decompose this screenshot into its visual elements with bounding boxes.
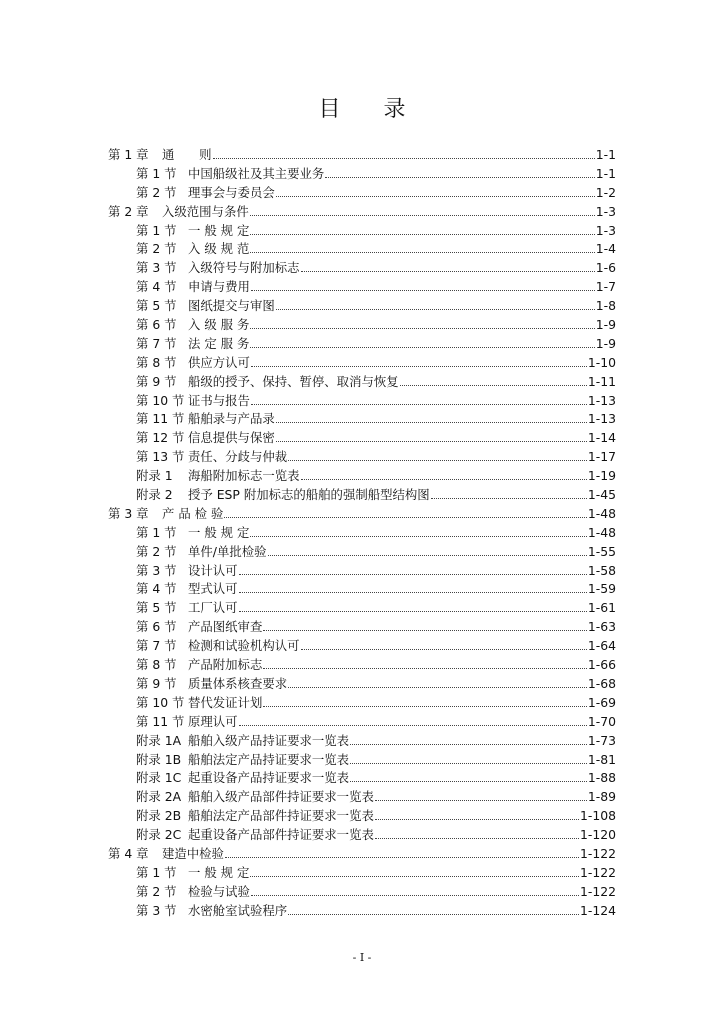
toc-section-entry[interactable] <box>108 788 616 807</box>
toc-section-entry[interactable] <box>108 278 616 297</box>
toc-entry-number: 第 1 节 <box>136 222 177 238</box>
toc-dot-leader <box>350 743 587 745</box>
toc-entry-title: 建造中检验 <box>162 845 224 861</box>
toc-section-entry[interactable] <box>108 562 616 581</box>
toc-dot-leader <box>251 894 579 896</box>
toc-dot-leader <box>375 837 579 839</box>
toc-dot-leader <box>263 629 587 631</box>
toc-entry-title: 供应方认可 <box>188 354 250 370</box>
toc-dot-leader <box>263 667 587 669</box>
toc-entry-page: 1-1 <box>595 147 616 162</box>
toc-dot-leader <box>250 875 579 877</box>
toc-section-entry[interactable] <box>108 751 616 770</box>
toc-dot-leader <box>301 648 587 650</box>
toc-entry-number: 附录 1C <box>136 770 182 786</box>
toc-section-entry[interactable] <box>108 637 616 656</box>
toc-section-entry[interactable] <box>108 410 616 429</box>
toc-entry-label <box>136 240 249 259</box>
toc-entry-label <box>136 184 275 203</box>
toc-entry-number: 第 5 节 <box>136 298 177 314</box>
toc-entry-label <box>136 297 275 316</box>
toc-section-entry[interactable] <box>108 259 616 278</box>
toc-section-entry[interactable] <box>108 883 616 902</box>
toc-entry-number: 第 4 节 <box>136 279 177 295</box>
toc-entry-page: 1-6 <box>595 260 616 276</box>
toc-dot-leader <box>251 403 587 405</box>
toc-entry-title: 法 定 服 务 <box>188 335 250 351</box>
toc-entry-number: 附录 1 <box>136 468 173 484</box>
toc-section-entry[interactable] <box>108 864 616 883</box>
toc-dot-leader <box>431 497 587 499</box>
toc-entry-title: 理事会与委员会 <box>188 184 275 200</box>
toc-entry-title: 起重设备产品部件持证要求一览表 <box>188 827 374 843</box>
toc-entry-title: 中国船级社及其主要业务 <box>188 165 325 181</box>
toc-entry-title: 船级的授予、保持、暂停、取消与恢复 <box>188 373 399 389</box>
toc-entry-title: 产品附加标志 <box>188 657 263 673</box>
toc-dot-leader <box>224 516 586 518</box>
toc-entry-label <box>108 146 212 165</box>
toc-entry-title: 一 般 规 定 <box>188 864 250 880</box>
toc-entry-label <box>108 505 223 524</box>
toc-dot-leader <box>350 780 587 782</box>
toc-entry-page: 1-120 <box>579 827 616 843</box>
toc-section-entry[interactable] <box>108 543 616 562</box>
toc-entry-label <box>136 826 374 845</box>
toc-entry-title: 申请与费用 <box>188 279 250 295</box>
toc-chapter-entry[interactable] <box>108 146 616 165</box>
toc-entry-title: 证书与报告 <box>188 392 250 408</box>
toc-entry-number: 第 9 节 <box>136 675 177 691</box>
toc-entry-page: 1-1 <box>595 165 616 181</box>
toc-entry-page: 1-89 <box>587 789 616 805</box>
toc-dot-leader <box>276 440 587 442</box>
toc-entry-number: 附录 2C <box>136 827 182 843</box>
toc-entry-number: 第 4 章 <box>108 845 149 861</box>
toc-entry-number: 第 4 节 <box>136 581 177 597</box>
toc-entry-title: 船舶法定产品部件持证要求一览表 <box>188 808 374 824</box>
toc-entry-number: 第 3 节 <box>136 902 177 918</box>
toc-entry-label <box>136 392 250 411</box>
toc-entry-label <box>136 656 262 675</box>
toc-entry-number: 第 11 节 <box>136 713 185 729</box>
toc-entry-page: 1-11 <box>587 373 616 389</box>
toc-entry-label <box>136 864 249 883</box>
toc-entry-number: 附录 2B <box>136 808 182 824</box>
toc-entry-page: 1-45 <box>587 487 616 503</box>
toc-chapter-entry[interactable] <box>108 203 616 222</box>
toc-entry-label <box>136 410 275 429</box>
toc-section-entry[interactable] <box>108 316 616 335</box>
toc-section-entry[interactable] <box>108 184 616 203</box>
toc-section-entry[interactable] <box>108 656 616 675</box>
toc-entry-label <box>136 486 430 505</box>
toc-section-entry[interactable] <box>108 335 616 354</box>
toc-entry-title: 信息提供与保密 <box>188 430 275 446</box>
toc-entry-title: 船舶入级产品部件持证要求一览表 <box>188 789 374 805</box>
toc-dot-leader <box>250 233 594 235</box>
toc-entry-page: 1-122 <box>579 883 616 899</box>
toc-entry-page: 1-63 <box>587 619 616 635</box>
toc-entry-number: 第 11 节 <box>136 411 185 427</box>
toc-entry-number: 第 5 节 <box>136 600 177 616</box>
toc-entry-title: 型式认可 <box>188 581 238 597</box>
toc-entry-page: 1-17 <box>587 449 616 465</box>
toc-entry-label <box>108 203 249 222</box>
toc-entry-title: 检验与试验 <box>188 883 250 899</box>
toc-entry-page: 1-70 <box>587 713 616 729</box>
toc-dot-leader <box>250 214 595 216</box>
toc-entry-number: 第 1 章 <box>108 147 149 162</box>
toc-entry-page: 1-81 <box>587 751 616 767</box>
toc-entry-label <box>136 694 262 713</box>
toc-entry-number: 第 10 节 <box>136 694 185 710</box>
toc-entry-label <box>136 524 249 543</box>
toc-section-entry[interactable] <box>108 467 616 486</box>
toc-entry-page: 1-3 <box>595 203 616 219</box>
toc-dot-leader <box>268 554 587 556</box>
toc-entry-page: 1-8 <box>595 298 616 314</box>
toc-entry-page: 1-7 <box>595 279 616 295</box>
toc-entry-number: 第 2 章 <box>108 203 149 219</box>
toc-entry-page: 1-122 <box>579 864 616 880</box>
toc-entry-title: 质量体系核查要求 <box>188 675 288 691</box>
toc-entry-number: 第 8 节 <box>136 657 177 673</box>
toc-section-entry[interactable] <box>108 694 616 713</box>
toc-entry-title: 船舶录与产品录 <box>188 411 275 427</box>
toc-entry-label <box>136 165 324 184</box>
toc-dot-leader <box>239 724 587 726</box>
toc-dot-leader <box>250 327 594 329</box>
toc-entry-page: 1-108 <box>579 808 616 824</box>
toc-entry-number: 第 1 节 <box>136 864 177 880</box>
toc-entry-label <box>136 467 300 486</box>
toc-dot-leader <box>375 799 587 801</box>
toc-dot-leader <box>350 762 587 764</box>
toc-dot-leader <box>239 591 587 593</box>
toc-entry-page: 1-3 <box>595 222 616 238</box>
toc-section-entry[interactable] <box>108 618 616 637</box>
toc-section-entry[interactable] <box>108 580 616 599</box>
toc-entry-page: 1-9 <box>595 317 616 333</box>
toc-dot-leader <box>250 251 594 253</box>
toc-entry-title: 一 般 规 定 <box>188 524 250 540</box>
toc-entry-number: 第 7 节 <box>136 335 177 351</box>
toc-dot-leader <box>263 705 587 707</box>
toc-dot-leader <box>375 818 579 820</box>
toc-dot-leader <box>250 535 586 537</box>
toc-entry-label <box>136 788 374 807</box>
toc-entry-label <box>136 637 300 656</box>
toc-entry-number: 附录 2 <box>136 487 173 503</box>
toc-entry-title: 产品图纸审查 <box>188 619 263 635</box>
toc-dot-leader <box>301 270 595 272</box>
toc-section-entry[interactable] <box>108 713 616 732</box>
toc-section-entry[interactable] <box>108 599 616 618</box>
toc-entry-label <box>136 562 238 581</box>
toc-section-entry[interactable] <box>108 826 616 845</box>
toc-entry-title: 检测和试验机构认可 <box>188 638 300 654</box>
toc-section-entry[interactable] <box>108 524 616 543</box>
toc-entry-title: 授予 ESP 附加标志的船舶的强制船型结构图 <box>188 487 430 503</box>
toc-entry-number: 第 6 节 <box>136 317 177 333</box>
toc-entry-number: 附录 2A <box>136 789 182 805</box>
toc-entry-title: 海船附加标志一览表 <box>188 468 300 484</box>
toc-entry-page: 1-19 <box>587 468 616 484</box>
toc-entry-page: 1-61 <box>587 600 616 616</box>
toc-entry-title: 入 级 服 务 <box>188 317 250 333</box>
toc-entry-title: 单件/单批检验 <box>188 543 267 559</box>
toc-entry-number: 第 6 节 <box>136 619 177 635</box>
toc-entry-label <box>136 543 267 562</box>
toc-entry-title: 责任、分歧与仲裁 <box>188 449 288 465</box>
toc-entry-label <box>136 883 250 902</box>
toc-section-entry[interactable] <box>108 769 616 788</box>
toc-dot-leader <box>301 478 587 480</box>
toc-entry-number: 第 2 节 <box>136 543 177 559</box>
toc-entry-number: 第 3 章 <box>108 505 149 521</box>
toc-section-entry[interactable] <box>108 373 616 392</box>
toc-dot-leader <box>288 686 587 688</box>
toc-entry-label <box>136 448 287 467</box>
toc-entry-number: 第 1 节 <box>136 524 177 540</box>
toc-entry-number: 第 3 节 <box>136 260 177 276</box>
toc-entry-label <box>136 751 349 770</box>
toc-entry-page: 1-10 <box>587 354 616 370</box>
toc-section-entry[interactable] <box>108 486 616 505</box>
toc-section-entry[interactable] <box>108 675 616 694</box>
toc-dot-leader <box>288 913 579 915</box>
toc-entry-label <box>136 373 399 392</box>
toc-entry-title: 原理认可 <box>188 713 238 729</box>
toc-entry-title: 产 品 检 验 <box>162 505 224 521</box>
toc-entry-label <box>136 713 238 732</box>
toc-entry-title: 起重设备产品持证要求一览表 <box>188 770 350 786</box>
toc-dot-leader <box>251 289 595 291</box>
toc-section-entry[interactable] <box>108 429 616 448</box>
toc-entry-page: 1-13 <box>587 392 616 408</box>
toc-entry-number: 第 1 节 <box>136 165 177 181</box>
page-title: 目 录 <box>318 97 424 122</box>
toc-entry-page: 1-64 <box>587 638 616 654</box>
toc-entry-page: 1-4 <box>595 241 616 257</box>
toc-dot-leader <box>276 195 595 197</box>
toc-entry-page: 1-48 <box>587 524 616 540</box>
toc-entry-page: 1-122 <box>579 845 616 861</box>
toc-section-entry[interactable] <box>108 732 616 751</box>
toc-entry-label <box>136 618 262 637</box>
toc-entry-label <box>136 769 349 788</box>
page-number: - I - <box>352 951 372 964</box>
toc-entry-label <box>136 429 275 448</box>
toc-dot-leader <box>225 856 579 858</box>
toc-entry-page: 1-68 <box>587 675 616 691</box>
toc-entry-title: 船舶法定产品持证要求一览表 <box>188 751 350 767</box>
toc-entry-label <box>136 675 287 694</box>
toc-entry-title: 一 般 规 定 <box>188 222 250 238</box>
toc-entry-number: 第 7 节 <box>136 638 177 654</box>
toc-entry-label <box>136 732 349 751</box>
toc-entry-page: 1-73 <box>587 732 616 748</box>
toc-entry-page: 1-58 <box>587 562 616 578</box>
toc-entry-page: 1-69 <box>587 694 616 710</box>
toc-section-entry[interactable] <box>108 297 616 316</box>
toc-entry-label <box>136 902 287 921</box>
toc-entry-number: 第 3 节 <box>136 562 177 578</box>
toc-dot-leader <box>325 176 594 178</box>
toc-section-entry[interactable] <box>108 240 616 259</box>
toc-dot-leader <box>400 384 587 386</box>
toc-entry-label <box>136 316 249 335</box>
table-of-contents <box>108 146 616 921</box>
toc-entry-page: 1-59 <box>587 581 616 597</box>
toc-section-entry[interactable] <box>108 902 616 921</box>
toc-dot-leader <box>276 308 595 310</box>
toc-entry-number: 第 12 节 <box>136 430 185 446</box>
toc-entry-title: 通 则 <box>162 147 212 162</box>
toc-dot-leader <box>251 365 587 367</box>
toc-entry-title: 入 级 规 范 <box>188 241 250 257</box>
toc-entry-title: 图纸提交与审图 <box>188 298 275 314</box>
toc-entry-title: 船舶入级产品持证要求一览表 <box>188 732 350 748</box>
toc-entry-number: 第 2 节 <box>136 241 177 257</box>
toc-entry-title: 工厂认可 <box>188 600 238 616</box>
toc-entry-label <box>136 354 250 373</box>
toc-section-entry[interactable] <box>108 392 616 411</box>
toc-entry-title: 入级范围与条件 <box>162 203 249 219</box>
toc-entry-label <box>136 580 238 599</box>
toc-entry-label <box>136 807 374 826</box>
toc-entry-number: 附录 1A <box>136 732 182 748</box>
toc-dot-leader <box>239 610 587 612</box>
toc-entry-number: 第 13 节 <box>136 449 185 465</box>
toc-entry-page: 1-14 <box>587 430 616 446</box>
toc-dot-leader <box>250 346 594 348</box>
toc-entry-title: 入级符号与附加标志 <box>188 260 300 276</box>
toc-entry-title: 替代发证计划 <box>188 694 263 710</box>
toc-entry-page: 1-9 <box>595 335 616 351</box>
toc-entry-page: 1-88 <box>587 770 616 786</box>
toc-entry-page: 1-66 <box>587 657 616 673</box>
toc-entry-page: 1-48 <box>587 505 616 521</box>
toc-entry-page: 1-55 <box>587 543 616 559</box>
toc-section-entry[interactable] <box>108 448 616 467</box>
toc-entry-page: 1-13 <box>587 411 616 427</box>
toc-section-entry[interactable] <box>108 807 616 826</box>
toc-entry-number: 第 2 节 <box>136 184 177 200</box>
toc-entry-number: 第 10 节 <box>136 392 185 408</box>
toc-entry-number: 第 2 节 <box>136 883 177 899</box>
toc-section-entry[interactable] <box>108 165 616 184</box>
toc-chapter-entry[interactable] <box>108 845 616 864</box>
toc-dot-leader <box>288 459 587 461</box>
toc-dot-leader <box>239 573 587 575</box>
toc-entry-title: 水密舱室试验程序 <box>188 902 288 918</box>
toc-entry-label <box>136 599 238 618</box>
toc-dot-leader <box>276 421 587 423</box>
toc-section-entry[interactable] <box>108 222 616 241</box>
toc-entry-number: 附录 1B <box>136 751 182 767</box>
toc-chapter-entry[interactable] <box>108 505 616 524</box>
toc-entry-label <box>136 222 249 241</box>
toc-entry-label <box>108 845 224 864</box>
toc-entry-number: 第 9 节 <box>136 373 177 389</box>
toc-entry-title: 设计认可 <box>188 562 238 578</box>
toc-entry-page: 1-124 <box>579 902 616 918</box>
toc-entry-label <box>136 259 300 278</box>
toc-section-entry[interactable] <box>108 354 616 373</box>
toc-entry-number: 第 8 节 <box>136 354 177 370</box>
toc-entry-label <box>136 335 249 354</box>
toc-dot-leader <box>213 157 595 159</box>
toc-entry-page: 1-2 <box>595 184 616 200</box>
toc-entry-label <box>136 278 250 297</box>
